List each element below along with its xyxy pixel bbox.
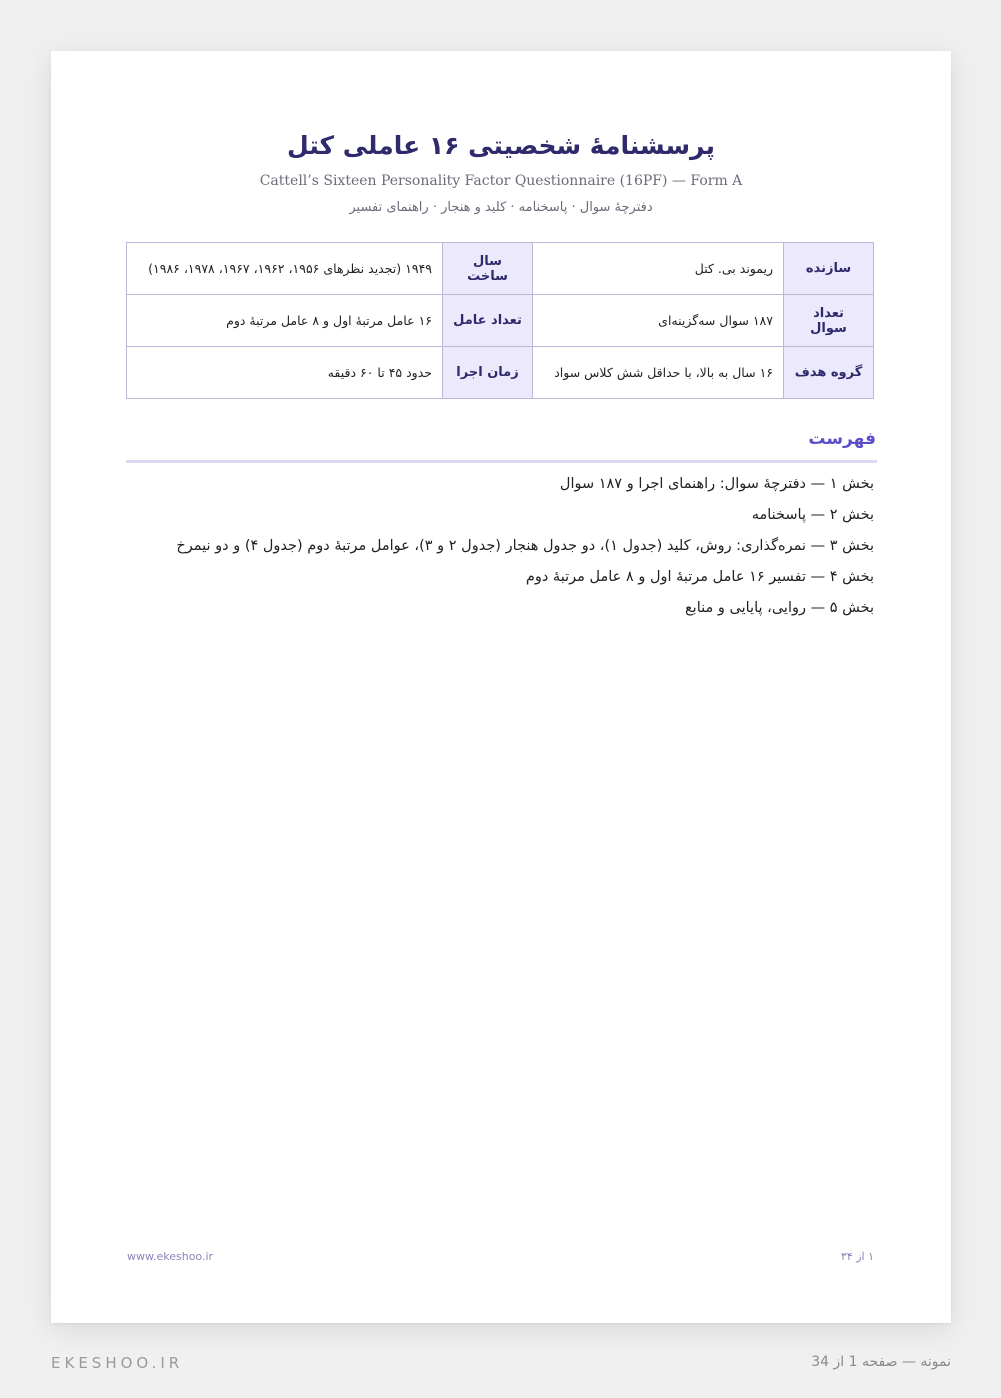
info-label-question-count: تعداد سوال bbox=[784, 295, 874, 347]
table-row bbox=[127, 295, 874, 347]
list-item: بخش ۳ — نمره‌گذاری: روش، کلید (جدول ۱)، دو جدول هنجار (جدول ۲ و ۳)، عوامل مرتبهٔ دوم (جدول ۴) و دو نیمرخ bbox=[176, 538, 874, 554]
toc-list bbox=[134, 472, 874, 627]
info-value-creator: ریموند بی. کتل bbox=[533, 243, 784, 295]
info-label-factor-count: تعداد عامل bbox=[443, 295, 533, 347]
info-value-target-group: ۱۶ سال به بالا، با حداقل شش کلاس سواد bbox=[533, 347, 784, 399]
info-table bbox=[126, 242, 874, 399]
viewer-page-indicator: نمونه — صفحه 1 از 34 bbox=[811, 1354, 951, 1370]
info-label-creator: سازنده bbox=[784, 243, 874, 295]
table-row bbox=[127, 347, 874, 399]
info-value-factor-count: ۱۶ عامل مرتبهٔ اول و ۸ عامل مرتبهٔ دوم bbox=[127, 295, 443, 347]
footer-page-number: ۱ از ۳۴ bbox=[840, 1250, 874, 1263]
info-value-question-count: ۱۸۷ سوال سه‌گزینه‌ای bbox=[533, 295, 784, 347]
viewer-brand: EKESHOO.IR bbox=[51, 1354, 184, 1372]
list-item: بخش ۱ — دفترچهٔ سوال: راهنمای اجرا و ۱۸۷ سوال bbox=[559, 476, 874, 492]
document-subtitle-english: Cattell’s Sixteen Personality Factor Questionnaire (16PF) — Form A bbox=[259, 173, 743, 189]
document-page bbox=[51, 51, 951, 1323]
document-subtitle-persian: دفترچهٔ سوال · پاسخنامه · کلید و هنجار · راهنمای تفسیر bbox=[349, 200, 653, 215]
info-label-target-group: گروه هدف bbox=[784, 347, 874, 399]
toc-divider bbox=[126, 460, 877, 463]
info-label-year: سال ساخت bbox=[443, 243, 533, 295]
info-value-year: ۱۹۴۹ (تجدید نظرهای ۱۹۵۶، ۱۹۶۲، ۱۹۶۷، ۱۹۷۸، ۱۹۸۶) bbox=[127, 243, 443, 295]
list-item: بخش ۴ — تفسیر ۱۶ عامل مرتبهٔ اول و ۸ عامل مرتبهٔ دوم bbox=[525, 569, 874, 585]
footer-site-link[interactable]: www.ekeshoo.ir bbox=[127, 1250, 214, 1263]
document-title: پرسشنامهٔ شخصیتی ۱۶ عاملی کتل bbox=[287, 131, 715, 160]
info-value-duration: حدود ۴۵ تا ۶۰ دقیقه bbox=[127, 347, 443, 399]
toc-heading: فهرست bbox=[808, 429, 876, 449]
list-item: بخش ۲ — پاسخنامه bbox=[751, 507, 874, 523]
list-item: بخش ۵ — روایی، پایایی و منابع bbox=[684, 600, 874, 616]
info-label-duration: زمان اجرا bbox=[443, 347, 533, 399]
table-row bbox=[127, 243, 874, 295]
